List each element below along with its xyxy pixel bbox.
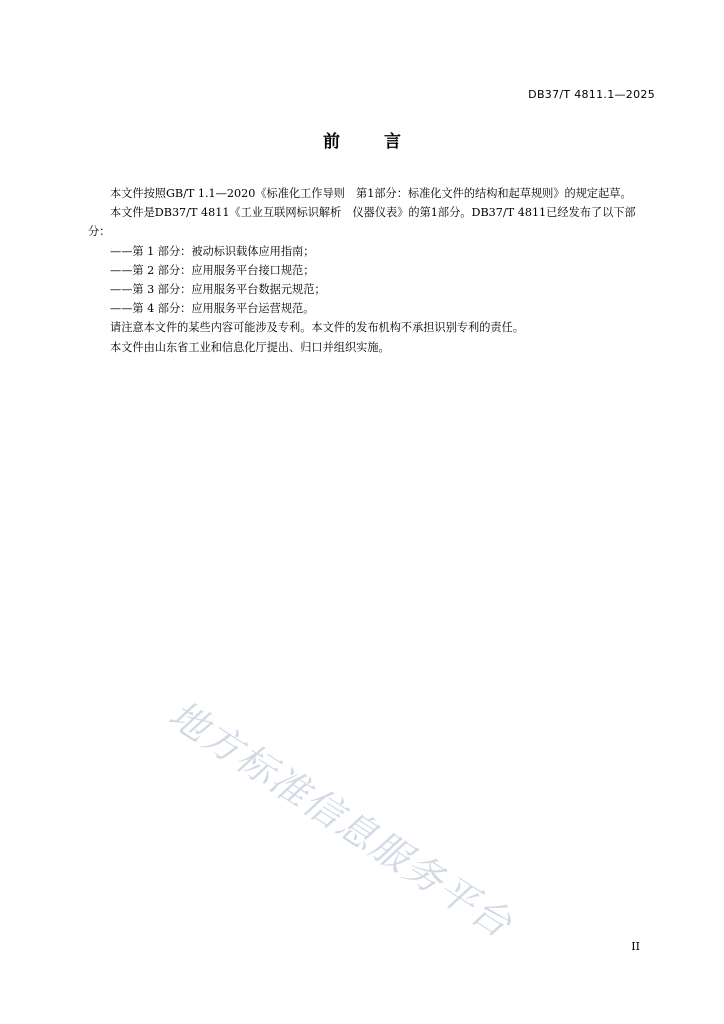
list-item-part-1: ——第 1 部分：被动标识载体应用指南； [110,244,315,258]
list-item-part-2: ——第 2 部分：应用服务平台接口规范； [110,263,315,277]
title-char-1: 前 [323,132,340,152]
foreword-body [88,184,658,357]
page-title [0,127,724,152]
paragraph-patent-notice: 请注意本文件的某些内容可能涉及专利。本文件的发布机构不承担识别专利的责任。 [110,321,524,335]
paragraph-drafting-rules: 本文件按照GB/T 1.1—2020《标准化工作导则 第1部分：标准化文件的结构和起草规则》的规定起草。 [110,187,632,200]
list-item-part-3: ——第 3 部分：应用服务平台数据元规范； [110,283,326,297]
title-char-2: 言 [384,132,401,152]
page-number: II [631,940,640,953]
list-item-part-4: ——第 4 部分：应用服务平台运营规范。 [110,302,315,316]
paragraph-series-intro: 本文件是DB37/T 4811《工业互联网标识解析 仪器仪表》的第1部分。DB37/T 4811已经发布了以下部分： [88,206,636,239]
paragraph-proposer: 本文件由山东省工业和信息化厅提出、归口并组织实施。 [110,340,390,354]
watermark: 地方标准信息服务平台 [161,691,521,947]
document-code: DB37/T 4811.1—2025 [528,88,655,101]
